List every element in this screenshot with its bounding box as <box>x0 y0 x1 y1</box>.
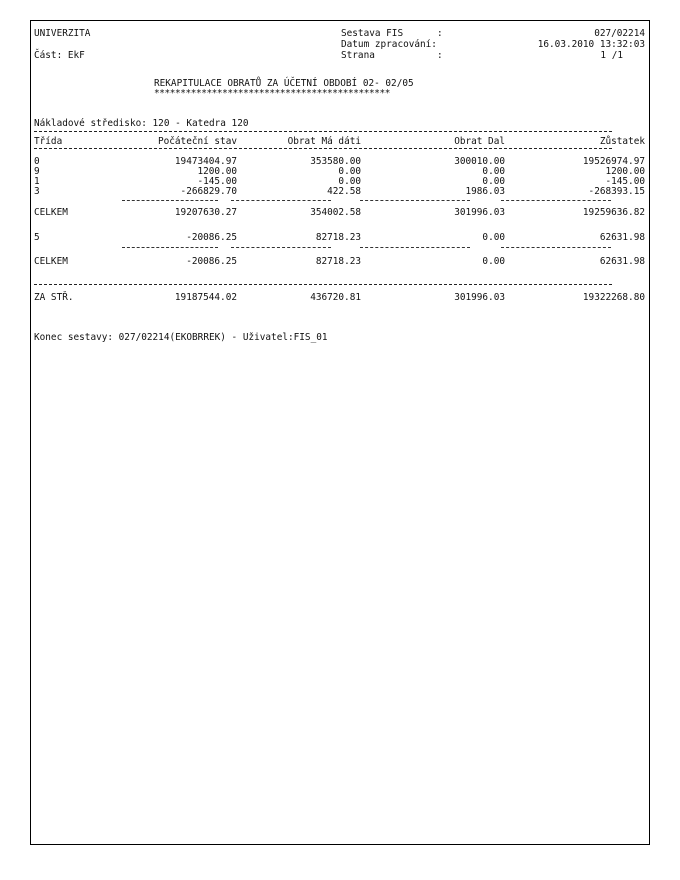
col-header-credit: Obrat Dal <box>454 136 505 147</box>
report-end: Konec sestavy: 027/02214(EKOBRREK) - Uživatel:FIS_01 <box>34 332 328 343</box>
header-rule-top <box>34 131 612 132</box>
report-title: REKAPITULACE OBRATŮ ZA ÚČETNÍ OBDOBÍ 02- 02/05 <box>154 78 414 89</box>
subtotal-rule <box>360 247 470 248</box>
page-total-rule <box>34 284 612 285</box>
page-label: Strana : <box>341 50 443 61</box>
report-label: Sestava FIS : <box>341 28 443 39</box>
header-rule-bottom <box>34 148 612 149</box>
subtotal-rule <box>501 247 611 248</box>
col-header-debit: Obrat Má dáti <box>287 136 361 147</box>
subtotal-rule <box>122 247 218 248</box>
processing-date: 16.03.2010 13:32:03 <box>537 39 645 50</box>
col-header-class: Třída <box>34 136 63 147</box>
report-page: UNIVERZITA Část: EkF Sestava FIS : 027/02214 Datum zpracování: 16.03.2010 13:32:03 Strana : 1 /1 REKAPITULACE OBRATŮ ZA ÚČETNÍ OBDOBÍ 02- 02/05 ********************************************* Nákladové středisko: 120 - Katedra 120 Třída Počáteční stav Obrat Má dáti Obrat Dal Zůstatek 0 19473404.97 353580.00 300010.00 19526974.97 9 1200.00 0.00 0.00 1200.00 1 -145.00 0.00 0.00 -145.00 3 -266829.70 422.58 1986.03 -268393.15 CELKEM 19207630.27 354002.58 301996.03 19259636.82 5 -20086.25 82718.23 0.00 62631.98 CELKEM -20086.25 82718.23 0.00 62631.98 ZA STŘ. 19187544.02 436720.81 301996.03 19322268.80 Konec sestavy: 027/02214(EKOBRREK) - Uživatel:FIS_01 <box>30 20 650 845</box>
col-header-balance: Zůstatek <box>599 136 645 147</box>
title-underline: ********************************************* <box>154 88 390 99</box>
subtotal-rule <box>122 200 218 201</box>
report-number: 027/02214 <box>594 28 645 39</box>
cost-center: Nákladové středisko: 120 - Katedra 120 <box>34 118 249 129</box>
page-number: 1 /1 <box>600 50 623 61</box>
part-label: Část: EkF <box>34 50 85 61</box>
col-header-opening: Počáteční stav <box>157 136 237 147</box>
date-label: Datum zpracování: <box>341 39 437 50</box>
subtotal-rule <box>231 200 331 201</box>
subtotal-rule <box>231 247 331 248</box>
subtotal-rule <box>501 200 611 201</box>
org-name: UNIVERZITA <box>34 28 91 39</box>
subtotal-rule <box>360 200 470 201</box>
